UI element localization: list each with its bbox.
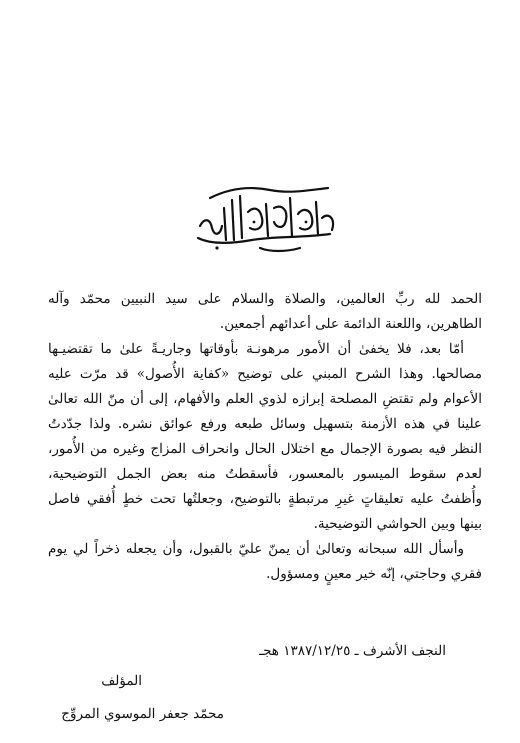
date-line: النجف الأشرف ـ ١٣٨٧/١٢/٢٥ هجـ: [259, 643, 446, 659]
main-paragraph: أمّا بعد، فلا يخفىٰ أن الأمور مرهونـة بأوقاتها وجاريـةً علىٰ ما تقتضيـها مصالحها. وهذا الشرح المبني على توضيح «كفاية الأُصول» قد مرّت عليه الأعوام ولم تقتضِ المصلحة إبرازه لذوي العلم والأفهام، إلى أن منّ الله تعالىٰ علينا في هذه الأزمنة بتسهيل وسائل طبعه ورفع عوائق نشره. ولذا جدّدتُ النظر فيه بصورة الإجمال مع اختلال الحال وانحراف المزاج وغيره من الأُمور، لعدم سقوط الميسور بالمعسور، فأسقطتُ منه بعض الجمل التوضيحية، وأُظفتُ عليه تعليقاتٍ غيرِ مرتبطةٍ بالتوضيح، وجعلتُها تحت خطٍ أُفقي فاصل بينها وبين الحواشي التوضيحية.: [48, 341, 482, 532]
closing-paragraph: وأسأل الله سبحانه وتعالىٰ أن يمنّ عليّ بالقبول، وأن يجعله ذخراً لي يوم فقري وحاجتي، إنّه خير معينٍ ومسؤول.: [48, 541, 482, 582]
author-name: محمّد جعفر الموسوي المروِّج: [61, 706, 224, 722]
document-body: [48, 287, 482, 587]
author-label: المؤلف: [101, 673, 142, 689]
opening-paragraph: الحمد لله ربِّ العالمين، والصلاة والسلام على سيد النبيين محمّد وآله الطاهرين، واللعنة الدائمة على أعدائهم أجمعين.: [48, 291, 482, 332]
basmala-calligraphy: [190, 178, 340, 258]
